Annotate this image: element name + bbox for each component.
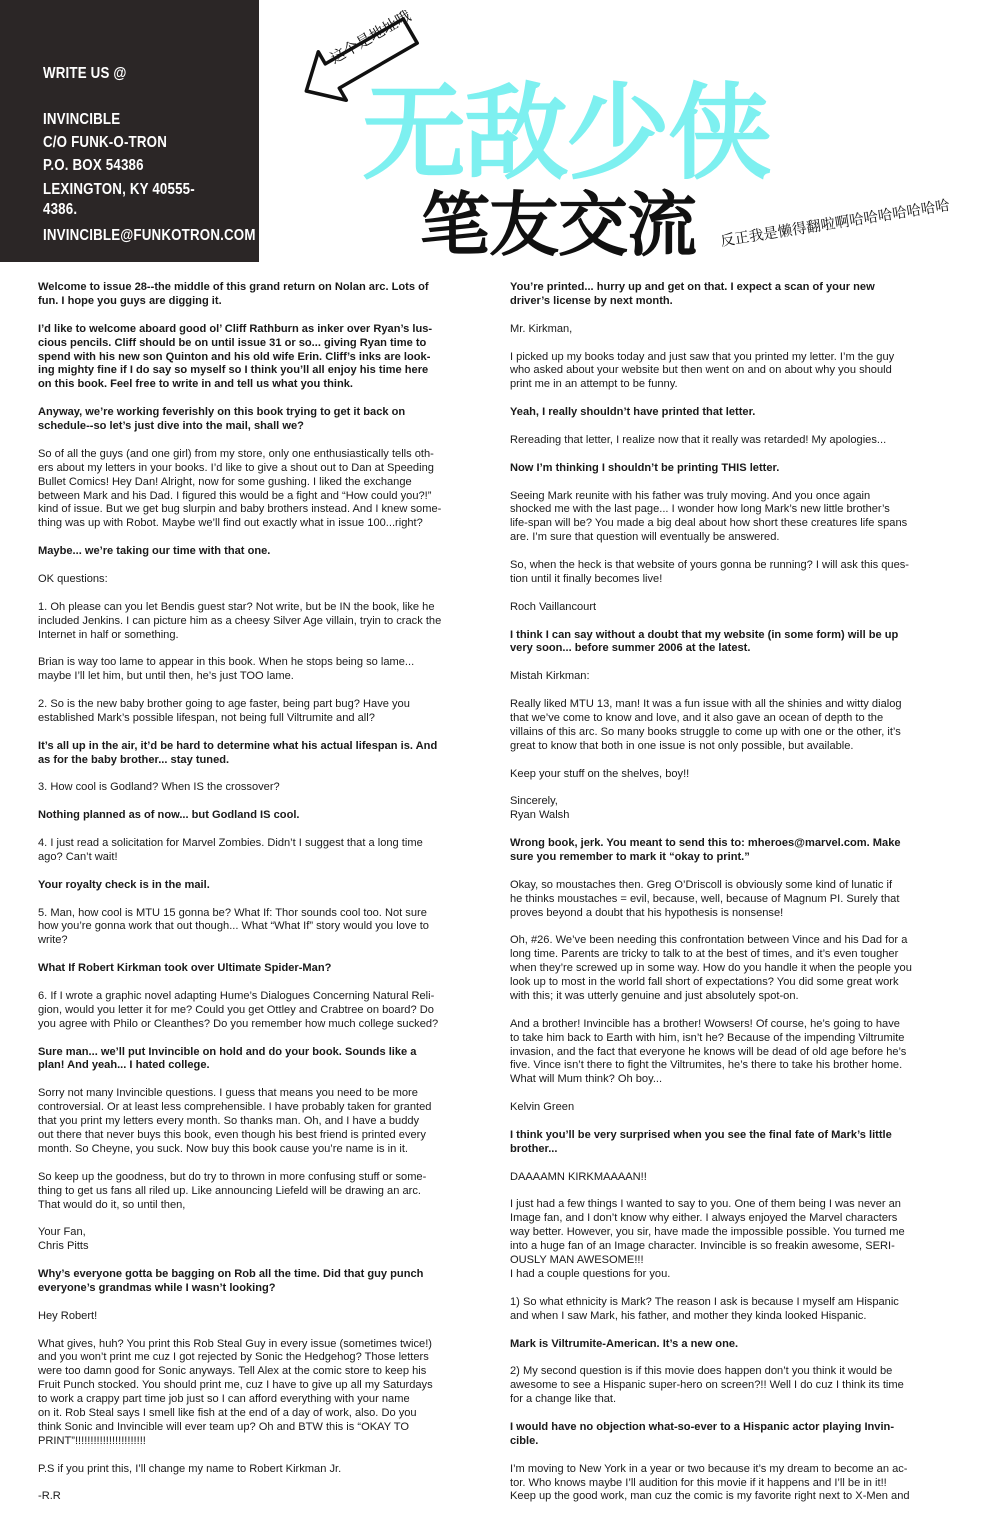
- letter-paragraph: So, when the heck is that website of yours gonna be running? I will ask this ques- tion until it finally becomes live!: [510, 559, 909, 585]
- letter-paragraph: 1. Oh please can you let Bendis guest star? Not write, but be IN the book, like he included Jenkins. I can picture him as a cheesy Silver Age villain, tryin to crack the Internet in half or something.: [38, 600, 442, 641]
- editor-reply: Why’s everyone gotta be bagging on Rob all the time. Did that guy punch everyone’s grandmas while I wasn’t looking?: [38, 1268, 424, 1294]
- editor-reply: Mark is Viltrumite-American. It’s a new one.: [510, 1337, 739, 1350]
- editor-reply: Your royalty check is in the mail.: [38, 878, 210, 891]
- letter-paragraph: What gives, huh? You print this Rob Steal Guy in every issue (sometimes twice!) and you won’t print me cuz I got rejected by Sonic the Hedgehog? Those letters were too damn good for Sonic anyways. Tell Alex at the comic store to keep his Fruit Punch stocked. You should print me, cuz I have to give up all my Saturdays to work a crappy part time job just so I can afford everything with your name on it. Rob Steal says I smell like fish at the end of a day of work, also. Do you think Sonic and Invincible will ever team up? Oh and BTW this is “OKAY TO PRINT”!!!!!!!!!!!!!!!!!!!!!!!: [38, 1337, 433, 1447]
- arrow-label: 这个是地址哦: [327, 6, 414, 68]
- letter-paragraph: 2) My second question is if this movie does happen don’t you think it would be awesome to see a Hispanic super-hero on screen?!! Well I do cuz I think its time for a change like that.: [510, 1365, 904, 1406]
- address-box: [0, 0, 259, 262]
- address-line: P.O. BOX 54386: [43, 157, 144, 174]
- letter-paragraph: OK questions:: [38, 572, 108, 585]
- editor-reply: Welcome to issue 28--the middle of this grand return on Nolan arc. Lots of fun. I hope you guys are digging it.: [38, 281, 429, 307]
- address-line: C/O FUNK-O-TRON: [43, 134, 168, 151]
- letter-paragraph: 2. So is the new baby brother going to age faster, being part bug? Have you established Mark’s possible lifespan, not being full Viltrumite and all?: [38, 698, 410, 724]
- address-line: LEXINGTON, KY 40555-4386.: [43, 181, 195, 218]
- editor-reply: It’s all up in the air, it’d be hard to determine what his actual lifespan is. And as for the baby brother... stay tuned.: [38, 739, 438, 766]
- letter-paragraph: Mr. Kirkman,: [510, 322, 573, 335]
- editor-reply: Nothing planned as of now... but Godland IS cool.: [38, 809, 300, 822]
- letter-paragraph: 1) So what ethnicity is Mark? The reason I ask is because I myself am Hispanic and when I saw Mark, his father, and mother they kinda looked Hispanic.: [510, 1295, 899, 1322]
- letter-paragraph: Okay, so moustaches then. Greg O’Driscoll is obviously some kind of lunatic if he thinks moustaches = evil, because, well, because of Magnum PI. Surely that proves beyond a doubt that his hypothesis is nonsense!: [510, 878, 900, 919]
- editor-reply: Maybe... we’re taking our time with that one.: [38, 545, 271, 558]
- email-address: INVINCIBLE@FUNKOTRON.COM: [43, 227, 256, 244]
- letter-paragraph: Sorry not many Invincible questions. I guess that means you need to be more controversial. Or at least less comprehensible. I have probably taken for granted that you print my letters every month. So thanks man. Oh, and I have a buddy out there that never buys this book, even though his best friend is printed every month. So Cheyne, you suck. Now buy this book cause you’re name is in it.: [38, 1087, 432, 1155]
- letter-paragraph: P.S if you print this, I’ll change my name to Robert Kirkman Jr.: [38, 1462, 342, 1475]
- editor-reply: What If Robert Kirkman took over Ultimate Spider-Man?: [38, 962, 332, 975]
- editor-reply: Now I’m thinking I shouldn’t be printing THIS letter.: [510, 461, 780, 474]
- letter-paragraph: Mistah Kirkman:: [510, 670, 590, 683]
- page-title: 无敌少侠: [362, 72, 771, 194]
- letter-paragraph: Hey Robert!: [38, 1309, 98, 1322]
- editor-reply: I’d like to welcome aboard good ol’ Cliff Rathburn as inker over Ryan’s lus- cious pencils. Cliff should be on until issue 31 or so... giving Ryan time to spend with his new son Quinton and his old wife Erin. Cliff’s inks are look- ing mighty fine if I do say so myself so I think you’ll all enjoy his time here on this book. Feel free to write in and tell us what you think.: [38, 322, 433, 391]
- editor-reply: You’re printed... hurry up and get on that. I expect a scan of your new driver’s license by next month.: [510, 281, 875, 307]
- editor-reply: I think you’ll be very surprised when you see the final fate of Mark’s little brother...: [510, 1128, 892, 1155]
- letter-paragraph: -R.R: [38, 1490, 61, 1503]
- letter-paragraph: Brian is way too lame to appear in this book. When he stops being so lame... maybe I’ll let him, but until then, he’s just TOO lame.: [38, 656, 415, 683]
- editor-reply: Sure man... we’ll put Invincible on hold and do your book. Sounds like a plan! And yeah... I hated college.: [38, 1045, 417, 1072]
- letter-paragraph: Oh, #26. We’ve been needing this confrontation between Vince and his Dad for a long time. Parents are tricky to talk to at the best of times, and it’s even tougher when they’re screwed up in some way. How do you handle it when the people you look up to most in the world fall short of expectations? You did some great work with this; it was utterly genuine and just absolutely spot-on.: [510, 934, 912, 1002]
- letter-paragraph: I’m moving to New York in a year or two because it’s my dream to become an ac- tor. Who knows maybe I’ll audition for this movie if it happens and I’ll be in it!! Keep up the good work, man cuz the comic is my favorite right next to X-Men and: [510, 1462, 910, 1503]
- letter-paragraph: 6. If I wrote a graphic novel adapting Hume’s Dialogues Concerning Natural Reli- gion, would you letter it for me? Could you get Ottley and Crabtree on board? Do you agree with Philo or Cleanthes? Do you remember how much college sucked?: [38, 989, 439, 1030]
- letter-paragraph: I just had a few things I wanted to say to you. One of them being I was never an Image fan, and I don’t know why either. I always enjoyed the Marvel characters way better. However, you sir, have made the impossible possible. You turned me into a huge fan of an Image character. Invincible is so freakin awesome, SERI- OUSLY MAN AWESOME!!! I had a couple questions for you.: [510, 1198, 905, 1281]
- letter-paragraph: Really liked MTU 13, man! It was a fun issue with all the shinies and witty dialog that we’ve come to know and love, and it also gave an ocean of depth to the villains of this arc. So many books struggle to come up with one or the other, it’s great to know that both in one issue is not only possible, but available.: [510, 698, 902, 752]
- letter-paragraph: 3. How cool is Godland? When IS the crossover?: [38, 781, 280, 794]
- letter-paragraph: Kelvin Green: [510, 1101, 575, 1114]
- editor-reply: Yeah, I really shouldn’t have printed that letter.: [510, 406, 756, 419]
- letter-paragraph: Seeing Mark reunite with his father was truly moving. And you once again shocked me with the last page... I wonder how long Mark’s new little brother’s life-span will be? You made a big deal about how short these creatures life spans are. I’m sure that question will eventually be answered.: [510, 489, 908, 544]
- letter-paragraph: Rereading that letter, I realize now that it really was retarded! My apologies...: [510, 433, 887, 446]
- letter-paragraph: Roch Vaillancourt: [510, 600, 597, 613]
- letter-paragraph: So of all the guys (and one girl) from my store, only one enthusiastically tells oth- ers about my letters in your books. I’d like to give a shout out to Dan at Speeding Bullet Comics! Hey Dan! Alright, now for some gushing. I liked the exchange between Mark and his Dad. I figured this would be a fight and “How could you?!” kind of issue. But we get bug slurpin and baby brothers instead. And I knew some- thing was up with Robot. Maybe we’ll find out exactly what in issue 100...right?: [38, 447, 442, 530]
- editor-reply: Wrong book, jerk. You meant to send this to: mheroes@marvel.com. Make sure you remember to mark it “okay to print.”: [510, 837, 901, 863]
- letter-paragraph: So keep up the goodness, but do try to thrown in more confusing stuff or some- thing to get us fans all riled up. Like announcing Liefeld will be drawing an arc. That would do it, so until then,: [38, 1170, 427, 1211]
- page-subtitle: 笔友交流: [420, 184, 696, 266]
- tagline: 反正我是懒得翻啦啊哈哈哈哈哈哈哈: [719, 197, 951, 251]
- address-line: INVINCIBLE: [43, 111, 121, 128]
- letter-paragraph: DAAAAMN KIRKMAAAAN!!: [510, 1170, 647, 1183]
- editor-reply: I would have no objection what-so-ever to a Hispanic actor playing Invin- cible.: [510, 1420, 895, 1447]
- letter-paragraph: 5. Man, how cool is MTU 15 gonna be? What If: Thor sounds cool too. Not sure how you’re gonna work that out though... What “What If” story would you love to write?: [38, 906, 429, 947]
- write-us-label: WRITE US @: [43, 65, 127, 82]
- letter-paragraph: Keep your stuff on the shelves, boy!!: [510, 767, 690, 780]
- editor-reply: Anyway, we’re working feverishly on this book trying to get it back on schedule--so let’s just dive into the mail, shall we?: [38, 406, 406, 433]
- letter-paragraph: Your Fan, Chris Pitts: [38, 1226, 89, 1253]
- letters-column-left: [38, 281, 486, 1518]
- letter-paragraph: Sincerely, Ryan Walsh: [510, 795, 570, 822]
- letter-paragraph: And a brother! Invincible has a brother! Wowsers! Of course, he’s going to have to take him back to Earth with him, isn’t he? Because of the impending Viltrumite invasion, and the fact that everyone he knows will be dead of old age before he’s five. Vince isn’t there to fight the Viltrumites, he’s there to take his brother home. What will Mum think? Oh boy...: [510, 1017, 907, 1086]
- letter-paragraph: I picked up my books today and just saw that you printed my letter. I’m the guy who asked about your website but then went on and on about why you should print me in an attempt to be funny.: [510, 350, 895, 391]
- letter-paragraph: 4. I just read a solicitation for Marvel Zombies. Didn’t I suggest that a long time ago? Can’t wait!: [38, 837, 423, 863]
- letters-column-right: [510, 281, 956, 1518]
- editor-reply: I think I can say without a doubt that my website (in some form) will be up very soon... before summer 2006 at the latest.: [510, 628, 899, 655]
